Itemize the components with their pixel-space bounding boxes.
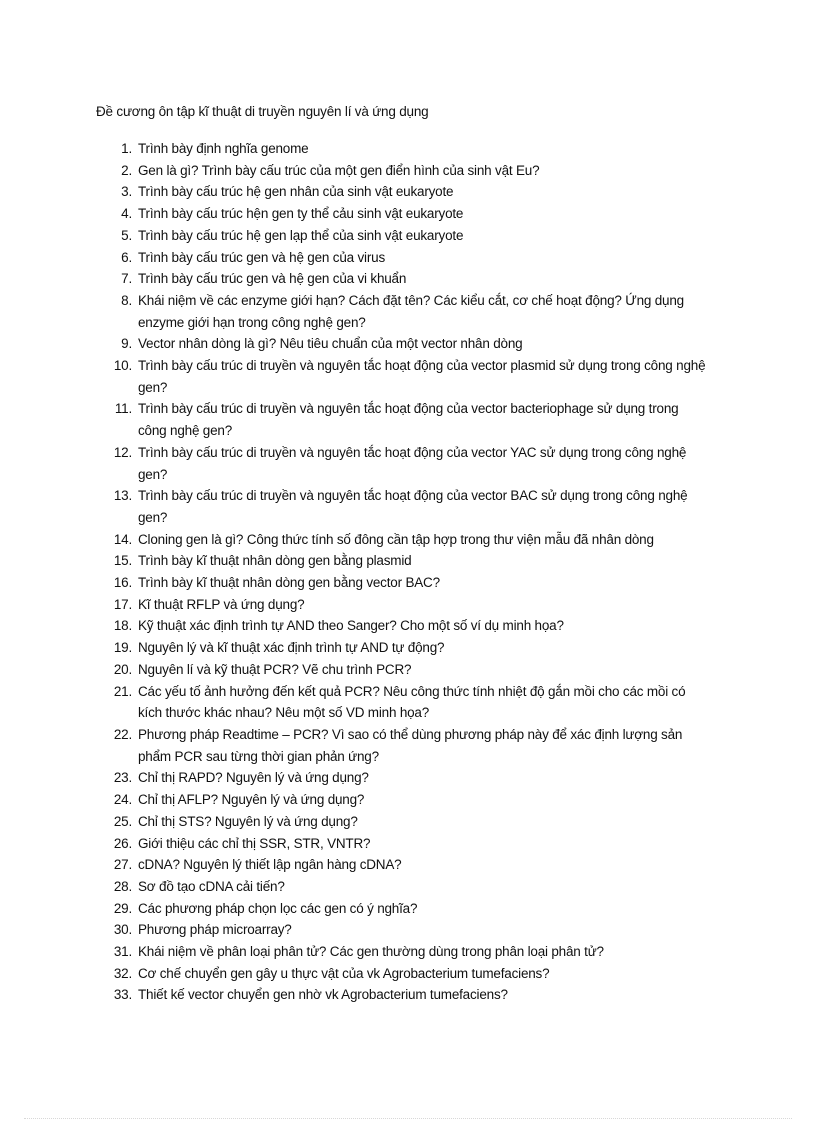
question-number: 29. [113, 900, 132, 916]
question-number: 2. [121, 162, 132, 178]
question-item [0, 181, 816, 203]
question-text: Thiết kế vector chuyển gen nhờ vk Agrobacterium tumefaciens? [138, 987, 508, 1003]
question-number: 21. [113, 683, 132, 699]
question-text: Trình bày kĩ thuật nhân dòng gen bằng vector BAC? [138, 575, 440, 591]
question-number: 4. [121, 206, 132, 222]
question-item [0, 724, 816, 767]
question-text: Trình bày cấu trúc hệ gen nhân của sinh vật eukaryote [138, 184, 454, 200]
question-text: Nguyên lí và kỹ thuật PCR? Vẽ chu trình PCR? [138, 661, 412, 677]
question-item [0, 833, 816, 855]
question-text: Các phương pháp chọn lọc các gen có ý nghĩa? [138, 900, 418, 916]
question-item [0, 333, 816, 355]
question-number: 22. [113, 726, 132, 742]
question-number: 18. [113, 618, 132, 634]
question-number: 23. [113, 770, 132, 786]
question-text: Kỹ thuật xác định trình tự AND theo Sanger? Cho một số ví dụ minh họa? [138, 618, 564, 634]
question-number: 5. [121, 227, 132, 243]
question-text: Trình bày cấu trúc di truyền và nguyên tắc hoạt động của vector YAC sử dụng trong công nghệ gen? [138, 444, 687, 482]
question-number: 17. [113, 596, 132, 612]
question-number: 20. [113, 661, 132, 677]
question-text: Nguyên lý và kĩ thuật xác định trình tự AND tự động? [138, 640, 445, 656]
question-number: 12. [113, 444, 132, 460]
question-item [0, 225, 816, 247]
question-item [0, 963, 816, 985]
question-item [0, 160, 816, 182]
question-text: Trình bày kĩ thuật nhân dòng gen bằng plasmid [138, 553, 412, 569]
question-item [0, 876, 816, 898]
question-text: Các yếu tố ảnh hưởng đến kết quả PCR? Nêu công thức tính nhiệt độ gắn mồi cho các mồi có kích thước khác nhau? Nêu một số VD minh họa? [138, 683, 686, 721]
question-text: Trình bày cấu trúc hệ gen lạp thể của sinh vật eukaryote [138, 227, 464, 243]
question-text: Chỉ thị RAPD? Nguyên lý và ứng dụng? [138, 770, 369, 786]
question-item [0, 637, 816, 659]
question-text: Khái niệm về phân loại phân tử? Các gen thường dùng trong phân loại phân tử? [138, 944, 604, 960]
question-item [0, 767, 816, 789]
question-number: 33. [113, 987, 132, 1003]
question-item [0, 572, 816, 594]
question-number: 1. [121, 141, 132, 156]
question-number: 26. [113, 835, 132, 851]
question-number: 28. [113, 878, 132, 894]
question-item [0, 203, 816, 225]
question-number: 7. [121, 271, 132, 287]
question-number: 32. [113, 965, 132, 981]
question-item [0, 898, 816, 920]
question-item [0, 594, 816, 616]
question-item [0, 854, 816, 876]
question-number: 31. [113, 944, 132, 960]
question-item [0, 550, 816, 572]
question-number: 15. [113, 553, 132, 569]
question-text: Trình bày cấu trúc di truyền và nguyên tắc hoạt động của vector bacteriophage sử dụng trong công nghệ gen? [138, 401, 679, 439]
question-number: 24. [113, 792, 132, 808]
document-title: Đề cương ôn tập kĩ thuật di truyền nguyên lí và ứng dụng [96, 104, 429, 119]
question-text: Phương pháp Readtime – PCR? Vì sao có thể dùng phương pháp này để xác định lượng sản phẩm PCR sau từng thời gian phản ứng? [138, 726, 683, 764]
question-number: 3. [121, 184, 132, 200]
question-item [0, 811, 816, 833]
question-list [0, 138, 816, 1006]
question-number: 14. [113, 531, 132, 547]
question-text: Trình bày cấu trúc gen và hệ gen của virus [138, 249, 385, 265]
question-number: 10. [113, 358, 132, 374]
question-text: Vector nhân dòng là gì? Nêu tiêu chuẩn của một vector nhân dòng [138, 336, 523, 352]
question-item [0, 355, 816, 398]
question-item [0, 984, 816, 1006]
question-number: 25. [113, 813, 132, 829]
question-item [0, 529, 816, 551]
question-text: cDNA? Nguyên lý thiết lập ngân hàng cDNA? [138, 857, 402, 873]
question-item [0, 442, 816, 485]
question-number: 16. [113, 575, 132, 591]
question-item [0, 941, 816, 963]
question-item [0, 681, 816, 724]
question-text: Trình bày cấu trúc hện gen ty thể cảu sinh vật eukaryote [138, 206, 464, 222]
question-text: Trình bày định nghĩa genome [138, 141, 309, 156]
question-item [0, 485, 816, 528]
question-text: Sơ đồ tạo cDNA cải tiến? [138, 878, 285, 894]
question-item [0, 398, 816, 441]
question-text: Chỉ thị AFLP? Nguyên lý và ứng dụng? [138, 792, 365, 808]
question-number: 19. [113, 640, 132, 656]
question-text: Khái niệm về các enzyme giới hạn? Cách đặt tên? Các kiểu cắt, cơ chế hoạt động? Ứng dụng enzyme giới hạn trong công nghệ gen? [138, 292, 684, 330]
question-text: Cloning gen là gì? Công thức tính số đông cần tập hợp trong thư viện mẫu đã nhân dòng [138, 531, 654, 547]
question-text: Kĩ thuật RFLP và ứng dụng? [138, 596, 305, 612]
question-text: Giới thiệu các chỉ thị SSR, STR, VNTR? [138, 835, 371, 851]
question-text: Phương pháp microarray? [138, 922, 292, 938]
question-item [0, 919, 816, 941]
question-text: Cơ chế chuyển gen gây u thực vật của vk Agrobacterium tumefaciens? [138, 965, 550, 981]
question-item [0, 268, 816, 290]
question-item [0, 615, 816, 637]
question-item [0, 789, 816, 811]
question-text: Chỉ thị STS? Nguyên lý và ứng dụng? [138, 813, 358, 829]
question-item [0, 138, 816, 160]
question-number: 6. [121, 249, 132, 265]
question-number: 8. [121, 292, 132, 308]
question-item [0, 247, 816, 269]
question-text: Trình bày cấu trúc di truyền và nguyên tắc hoạt động của vector BAC sử dụng trong công nghệ gen? [138, 488, 688, 525]
question-text: Trình bày cấu trúc di truyền và nguyên tắc hoạt động của vector plasmid sử dụng trong công nghệ gen? [138, 358, 706, 395]
question-item [0, 290, 816, 333]
question-number: 11. [114, 401, 132, 417]
question-number: 27. [113, 857, 132, 873]
question-number: 13. [113, 488, 132, 504]
question-text: Gen là gì? Trình bày cấu trúc của một gen điển hình của sinh vật Eu? [138, 162, 540, 178]
page-bottom-divider [24, 1118, 792, 1119]
question-item [0, 659, 816, 681]
question-number: 9. [121, 336, 132, 352]
question-text: Trình bày cấu trúc gen và hệ gen của vi khuẩn [138, 271, 407, 287]
question-number: 30. [113, 922, 132, 938]
